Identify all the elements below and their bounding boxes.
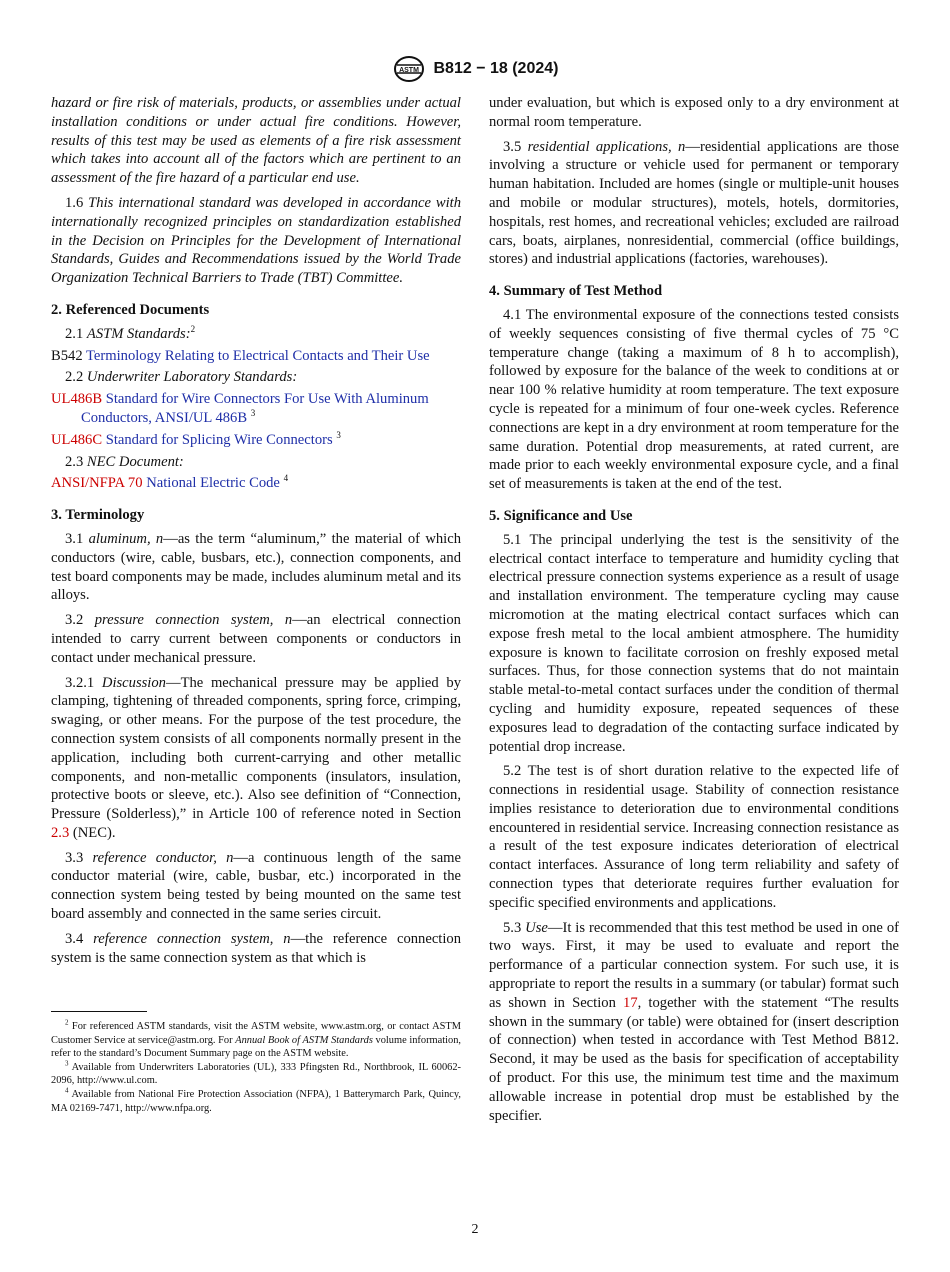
reference-nfpa70-link[interactable]: National Electric Code: [146, 475, 280, 492]
paragraph-2-1: 2.1 ASTM Standards:$^2$: [65, 323, 196, 342]
section-17-link[interactable]: 17: [623, 994, 638, 1011]
reference-ul486c: UL486C Standard for Splicing Wire Connectors $^3$: [51, 429, 341, 448]
right-column: [489, 94, 899, 1131]
paragraph-3-1: 3.1 aluminum, n—as the term “aluminum,” the material of which conductors (wire, cable, busbars, etc.), connection components, and test board components may be made, includes aluminum metal and its alloys.: [51, 530, 462, 604]
paragraph-2-3: 2.3 NEC Document:: [65, 453, 184, 470]
document-id: B812 − 18 (2024): [433, 59, 559, 77]
section-4-heading: 4. Summary of Test Method: [489, 283, 663, 300]
svg-text:ASTM: ASTM: [398, 67, 419, 74]
page-header: [0, 56, 950, 82]
footnote-3: $^3$ Available from Underwriters Laboratories (UL), 333 Pfingsten Rd., Northbrook, IL 60062-2096, http://www.ul.com.: [51, 1059, 461, 1087]
paragraph-5-2: 5.2 The test is of short duration relative to the expected life of connections in residential usage. Stability of connection resistance implies resistance to deterioration due to environmental conditions encountered in residential service. Increasing connection resistance as a result of the test exposure indicates deterioration of electrical contact interfaces. Assurance of long term reliability and safety of connection types that deteriorate requires further evaluation for specific specified environments and applications.: [489, 763, 899, 911]
section-3-heading: 3. Terminology: [51, 507, 145, 524]
paragraph-3-2: 3.2 pressure connection system, n—an electrical connection intended to carry current between components or conductors in contact under mechanical pressure.: [51, 612, 461, 666]
paragraph-3-3: 3.3 reference conductor, n—a continuous length of the same conductor material (wire, cable, busbar, etc.) incorporated in the connection system being tested by being mounted on the same test board assembly and connected in the same series circuit.: [51, 849, 462, 923]
paragraph-3-5: 3.5 residential applications, n—residential applications are those involving a structure or vehicle used for permanent or temporary human habitation. Included are homes (single or multiple-unit houses and mobile or modular structures), motels, hotels, dormitories, hospitals, rest homes, and recreational vehicles; excluded are railroad cars, boats, airplanes, nonresidential, commercial (office buildings, stores) and industrial applications (factories, warehouses).: [489, 138, 899, 268]
section-2-heading: 2. Referenced Documents: [51, 301, 210, 318]
reference-ul486b: UL486B Standard for Wire Connectors For Use With Aluminum Conductors, ANSI/UL 486B $^3$: [51, 391, 429, 426]
paragraph-3-2-1: 3.2.1 Discussion—The mechanical pressure may be applied by clamping, tightening of threaded components, spring force, crimping, swaging, or other means. For the purpose of the test procedure, the connection system consists of all components normally present in the application, including both current-carrying and other metallic components, and non-metallic components (insulators, insulation, protective boots or sleeve, etc.). Also see definition of “Connection, Pressure (Solderless),” in Article 100 of reference noted in Section 2.3 (NEC).: [51, 674, 461, 841]
astm-logo: [392, 56, 426, 82]
reference-ul486c-link[interactable]: Standard for Splicing Wire Connectors: [105, 431, 333, 448]
footnote-2: $^2$ For referenced ASTM standards, visit the ASTM website, www.astm.org, or contact ASTM Customer Service at service@astm.org. For Annual Book of ASTM Standards volume information, refer to the standard’s Document Summary page on the ASTM website.: [51, 1019, 461, 1059]
paragraph-1-5-continued: hazard or fire risk of materials, products, or assemblies under actual installation conditions or under actual fire conditions. However, results of this test may be used as elements of a fire risk assessment which takes into account all of the factors which are pertinent to an assessment of the fire hazard of a particular end use.: [51, 95, 461, 187]
paragraph-2-2: 2.2 Underwriter Laboratory Standards:: [65, 369, 298, 386]
reference-ul486c-code[interactable]: UL486C: [51, 431, 103, 448]
reference-b542-link[interactable]: Terminology Relating to Electrical Contacts and Their Use: [86, 347, 430, 364]
reference-ul486b-link[interactable]: Standard for Wire Connectors For Use With Aluminum Conductors, ANSI/UL 486B: [81, 391, 429, 426]
reference-ul486b-code[interactable]: UL486B: [51, 391, 103, 408]
paragraph-3-4: 3.4 reference connection system, n—the reference connection system is the same connection system as that which is: [51, 930, 461, 966]
reference-nfpa70: ANSI/NFPA 70 National Electric Code $^4$: [51, 473, 289, 492]
left-column: [51, 94, 461, 1116]
paragraph-4-1: 4.1 The environmental exposure of the connections tested consists of weekly sequences consisting of five thermal cycles of 75 °C temperature change (taking a maximum of 8 h to accomplish), followed by exposure for the balance of the week to conditions at or near 100 % relative humidity at room temperature. The text exposure cycle is repeated for a minimum of four one-week cycles. Reference connections are kept in a dry environment at room temperature for the same duration. Potential drop measurements, at rated current, are made prior to each weekly environmental exposure cycle, and a final set of measurements is taken at the end of the test.: [489, 306, 899, 493]
paragraph-5-3: 5.3 Use—It is recommended that this test method be used in one of two ways. First, it may be used to evaluate and report the performance of a particular connection system. For such use, it is appropriate to report the results in a summary (or tabular) format such as shown in Section 17, together with the statement “The results shown in the summary (or table) were obtained for (insert description of connection) when tested in accordance with Test Method B812. Second, it may be used as the basis for specification of acceptability of product. For this use, the minimum test time and the maximum allowable increase in potential drop must be established by the specifier.: [489, 919, 899, 1124]
paragraph-1-6: 1.6 This international standard was developed in accordance with internationally recognized principles on standardization established in the Decision on Principles for the Development of International Standards, Guides and Recommendations issued by the World Trade Organization Technical Barriers to Trade (TBT) Committee.: [51, 194, 462, 287]
reference-nfpa70-code[interactable]: ANSI/NFPA 70: [51, 475, 143, 492]
footnote-4: $^4$ Available from National Fire Protection Association (NFPA), 1 Batterymarch Park, Quincy, MA 02169-7471, http://www.nfpa.org.: [51, 1087, 462, 1114]
reference-b542: B542 Terminology Relating to Electrical Contacts and Their Use: [51, 347, 430, 364]
page-number: 2: [471, 1222, 479, 1237]
section-2-3-link[interactable]: 2.3: [51, 824, 70, 841]
paragraph-5-1: 5.1 The principal underlying the test is the sensitivity of the electrical contact interface to temperature and humidity cycling that electrical pressure connection systems experience as a result of usage and installation environment. The temperature cycling may cause micromotion at the mating electrical contact surfaces which can expose fresh metal to the local ambient atmosphere. The humidity exposure is known to facilitate corrosion on freshly exposed metal surfaces. Thus, for those connection systems that do not maintain stable metal-to-metal contact surfaces under the condition of thermal cycling and humidity exposure, repeated sequences of these exposures lead to degradation of the contacting surface indicated by potential drop increase.: [489, 531, 900, 755]
footnote-divider: [51, 1011, 147, 1012]
paragraph-3-4-continued: under evaluation, but which is exposed only to a dry environment at normal room temperature.: [489, 95, 899, 130]
section-5-heading: 5. Significance and Use: [489, 507, 633, 524]
